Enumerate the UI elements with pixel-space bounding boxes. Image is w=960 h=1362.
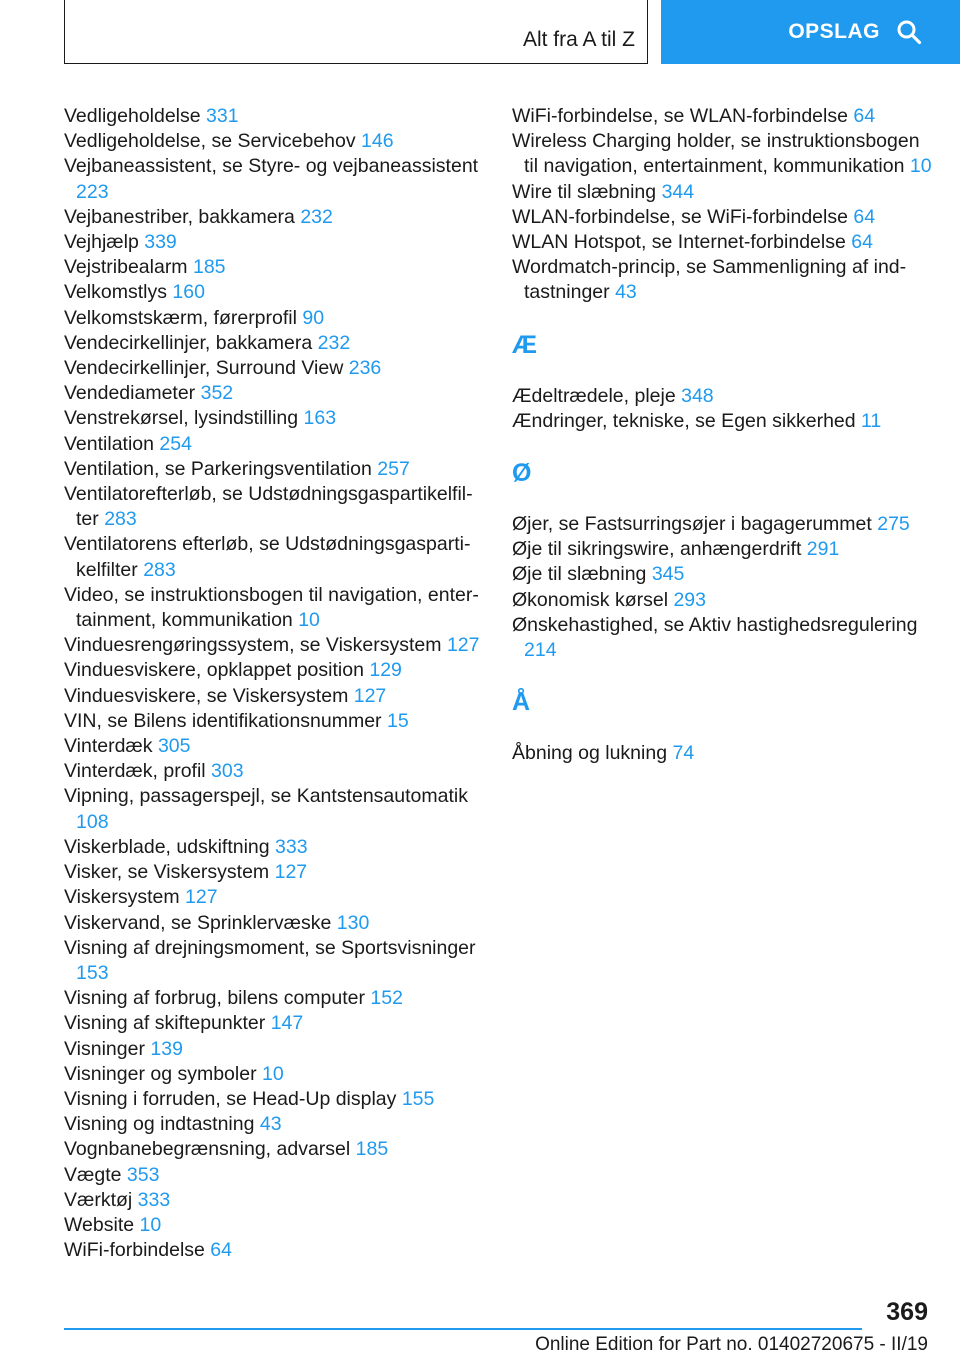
index-entry xyxy=(64,986,484,1011)
letter-heading-ae: Æ xyxy=(512,330,537,359)
entry-term: Vedligeholdelse, se Servicebehov xyxy=(64,130,356,153)
entry-term: Vipning, passagerspejl, se Kantstensautomatik xyxy=(64,785,468,808)
entry-term: Wordmatch-princip, se Sammenligning af indtastninger xyxy=(512,256,907,304)
page-link[interactable]: 11 xyxy=(861,409,882,432)
entry-term: Åbning og lukning xyxy=(512,742,668,765)
page-link[interactable]: 232 xyxy=(317,331,351,354)
entry-term: WLAN Hotspot, se Internet-forbindelse xyxy=(512,231,846,254)
index-entry xyxy=(64,1137,484,1162)
entry-term: Website xyxy=(64,1213,135,1236)
index-entry xyxy=(64,255,484,280)
page-link[interactable]: 333 xyxy=(137,1188,171,1211)
page-link[interactable]: 127 xyxy=(274,861,308,884)
entry-term: Vejbanestriber, bakkamera xyxy=(64,205,295,228)
page-link[interactable]: 129 xyxy=(369,659,402,682)
index-entry xyxy=(512,537,932,562)
page-link[interactable]: 127 xyxy=(353,684,387,707)
index-column-left xyxy=(64,104,484,1263)
index-entry xyxy=(64,1112,484,1137)
index-entry xyxy=(512,384,932,409)
page-link[interactable]: 64 xyxy=(853,205,876,228)
page-link[interactable]: 333 xyxy=(275,835,308,858)
page-link[interactable]: 10 xyxy=(139,1213,162,1236)
index-entry xyxy=(512,205,932,230)
entry-term: VIN, se Bilens identifikationsnummer xyxy=(64,709,382,732)
page-link[interactable]: 139 xyxy=(150,1037,183,1060)
index-entry xyxy=(64,658,484,683)
page-link[interactable]: 152 xyxy=(370,987,403,1010)
entry-term: Vinterdæk xyxy=(64,735,153,758)
entry-term: Ændringer, tekniske, se Egen sikkerhed xyxy=(512,409,856,432)
page-link[interactable]: 90 xyxy=(302,306,325,329)
page-link[interactable]: 10 xyxy=(298,609,320,632)
entry-term: Vinduesrengøringssystem, se Viskersystem xyxy=(64,634,442,657)
index-entry xyxy=(64,709,484,734)
page-link[interactable]: 339 xyxy=(144,231,177,254)
page-link[interactable]: 64 xyxy=(853,105,876,127)
page-link[interactable]: 10 xyxy=(909,155,932,178)
page-link[interactable]: 153 xyxy=(76,961,109,984)
entry-term: Visninger og symboler xyxy=(64,1062,257,1085)
search-icon xyxy=(896,19,922,45)
entry-term: Vendediameter xyxy=(64,382,196,405)
entry-term: Værktøj xyxy=(64,1188,133,1211)
entry-term: Vejbaneassistent, se Styre- og vejbaneassistent xyxy=(64,155,479,178)
entry-term: Vinterdæk, profil xyxy=(64,760,206,783)
index-entry xyxy=(512,180,932,205)
entry-term: WiFi-forbindelse, se WLAN-forbindelse xyxy=(512,105,848,127)
index-entry xyxy=(512,230,932,255)
index-entry xyxy=(64,684,484,709)
index-entry xyxy=(64,1213,484,1238)
entry-term: Øjer, se Fastsurringsøjer i bagagerummet xyxy=(512,513,872,536)
page-link[interactable]: 15 xyxy=(386,709,409,732)
index-entry xyxy=(64,129,484,154)
page-link[interactable]: 254 xyxy=(159,432,192,455)
page-link[interactable]: 232 xyxy=(300,205,333,228)
page-link[interactable]: 348 xyxy=(681,384,714,407)
page-link[interactable]: 291 xyxy=(806,538,840,561)
entry-term: Vendecirkellinjer, bakkamera xyxy=(64,331,313,354)
entry-term: Viskerblade, udskiftning xyxy=(64,835,270,858)
page-link[interactable]: 352 xyxy=(200,382,234,405)
page-link[interactable]: 74 xyxy=(672,742,695,765)
index-entry xyxy=(64,457,484,482)
entry-term: Ønskehastighed, se Aktiv hastighedsregulering xyxy=(512,613,918,636)
page-link[interactable]: 236 xyxy=(348,357,382,380)
page-link[interactable]: 331 xyxy=(206,105,239,127)
entry-term: Vejhjælp xyxy=(64,231,139,254)
index-entry xyxy=(64,381,484,406)
entry-term: Viskervand, se Sprinklervæske xyxy=(64,911,332,934)
index-entry xyxy=(512,588,932,613)
entry-term: Vognbanebegrænsning, advarsel xyxy=(64,1138,351,1161)
page-link[interactable]: 160 xyxy=(172,281,205,304)
entry-term: Vinduesviskere, opklappet position xyxy=(64,659,364,682)
index-entry xyxy=(64,1188,484,1213)
entry-term: Øje til sikringswire, anhængerdrift xyxy=(512,538,802,561)
index-entry xyxy=(64,1238,484,1263)
index-entry xyxy=(64,532,484,582)
page-link[interactable]: 155 xyxy=(401,1087,435,1110)
entry-term: Vendecirkellinjer, Surround View xyxy=(64,357,344,380)
index-entry xyxy=(64,356,484,381)
index-column-right xyxy=(512,104,932,766)
entry-term: Visker, se Viskersystem xyxy=(64,861,270,884)
page-link[interactable]: 275 xyxy=(877,513,910,536)
page-link[interactable]: 283 xyxy=(143,558,176,581)
index-entry xyxy=(64,306,484,331)
page-link[interactable]: 127 xyxy=(185,886,218,909)
index-entry xyxy=(512,562,932,587)
page-link[interactable]: 64 xyxy=(851,231,873,254)
index-entry xyxy=(64,230,484,255)
page-link[interactable]: 223 xyxy=(76,180,109,203)
index-entry xyxy=(512,255,932,305)
index-entry xyxy=(64,154,484,204)
index-entry xyxy=(64,1011,484,1036)
opslag-tab[interactable] xyxy=(661,0,960,64)
index-entry xyxy=(512,512,932,537)
index-entry xyxy=(64,104,484,129)
header-frame xyxy=(64,0,648,64)
entry-term: Økonomisk kørsel xyxy=(512,588,669,611)
page-link[interactable]: 147 xyxy=(270,1012,304,1035)
entry-term: WLAN-forbindelse, se WiFi-forbindelse xyxy=(512,205,848,228)
page-number: 369 xyxy=(886,1298,928,1326)
index-entry xyxy=(64,280,484,305)
index-entry xyxy=(64,936,484,986)
page-link[interactable]: 43 xyxy=(615,281,637,304)
index-entry xyxy=(64,331,484,356)
page-link[interactable]: 64 xyxy=(210,1239,232,1262)
entry-term: Velkomstlys xyxy=(64,281,167,304)
index-entry xyxy=(64,1062,484,1087)
index-entry xyxy=(512,613,932,663)
entry-term: Visning af forbrug, bilens computer xyxy=(64,987,365,1010)
index-entry xyxy=(64,633,484,658)
entry-term: Visning og indtastning xyxy=(64,1113,255,1136)
index-entry xyxy=(512,409,932,434)
page-link[interactable]: 146 xyxy=(361,130,394,153)
index-entry xyxy=(64,482,484,532)
index-entry xyxy=(64,583,484,633)
entry-term: Vægte xyxy=(64,1163,122,1186)
entry-term: Velkomstskærm, førerprofil xyxy=(64,306,297,329)
entry-term: Visning af skiftepunkter xyxy=(64,1012,266,1035)
page-link[interactable]: 303 xyxy=(211,760,244,783)
entry-term: Vinduesviskere, se Viskersystem xyxy=(64,684,349,707)
entry-term: Visning i forruden, se Head-Up display xyxy=(64,1087,397,1110)
entry-term: Video, se instruktionsbogen til navigation, entertainment, kommunikation xyxy=(64,583,479,632)
index-entry xyxy=(64,759,484,784)
index-entry xyxy=(64,835,484,860)
index-entry xyxy=(64,911,484,936)
index-entry xyxy=(512,129,932,179)
page-link[interactable]: 163 xyxy=(303,407,337,430)
entry-term: Visninger xyxy=(64,1037,145,1060)
footer-divider xyxy=(64,1328,862,1330)
entry-term: Ventilation xyxy=(64,432,154,455)
entry-term: Ventilatorefterløb, se Udstødningsgaspartikelfilter xyxy=(64,483,473,531)
edition-text: Online Edition for Part no. 01402720675 - II/19 xyxy=(535,1334,928,1355)
page-link[interactable]: 305 xyxy=(157,735,191,758)
entry-term: Visning af drejningsmoment, se Sportsvisninger xyxy=(64,936,476,959)
index-entry xyxy=(64,734,484,759)
entry-term: Wire til slæbning xyxy=(512,180,657,203)
entry-term: Vejstribealarm xyxy=(64,256,188,279)
index-entry xyxy=(64,1087,484,1112)
index-entry xyxy=(64,885,484,910)
page-link[interactable]: 108 xyxy=(76,810,109,833)
page-link[interactable]: 293 xyxy=(673,588,706,611)
page-link[interactable]: 185 xyxy=(355,1138,389,1161)
index-entry xyxy=(512,104,932,129)
page-link[interactable]: 130 xyxy=(336,911,370,934)
index-entry xyxy=(512,741,932,766)
index-entry xyxy=(64,1037,484,1062)
entry-term: Ventilatorens efterløb, se Udstødningsgaspartikelfilter xyxy=(64,533,471,581)
page-link[interactable]: 185 xyxy=(192,256,226,279)
entry-term: WiFi-forbindelse xyxy=(64,1239,205,1262)
entry-term: Ventilation, se Parkeringsventilation xyxy=(64,457,372,480)
index-entry xyxy=(64,432,484,457)
index-entry xyxy=(64,205,484,230)
page-link[interactable]: 345 xyxy=(651,563,685,586)
entry-term: Øje til slæbning xyxy=(512,563,647,586)
entry-term: Vedligeholdelse xyxy=(64,105,201,127)
page-link[interactable]: 353 xyxy=(126,1163,160,1186)
entry-term: Wireless Charging holder, se instruktionsbogen til navigation, entertainment, kommunikation xyxy=(512,130,920,178)
page-link[interactable]: 344 xyxy=(661,180,695,203)
entry-term: Venstrekørsel, lysindstilling xyxy=(64,407,299,430)
entry-term: Ædeltrædele, pleje xyxy=(512,384,676,407)
entry-term: Viskersystem xyxy=(64,886,180,909)
index-entry xyxy=(64,406,484,431)
letter-heading-oe: Ø xyxy=(512,459,532,488)
page-link[interactable]: 283 xyxy=(104,508,137,531)
opslag-label: OPSLAG xyxy=(788,20,880,43)
section-title: Alt fra A til Z xyxy=(522,28,635,51)
index-entry xyxy=(64,860,484,885)
page-link[interactable]: 257 xyxy=(377,457,410,480)
page-link[interactable]: 10 xyxy=(262,1062,284,1085)
page-link[interactable]: 43 xyxy=(259,1113,282,1136)
letter-heading-aa: Å xyxy=(512,688,531,717)
index-entry xyxy=(64,1163,484,1188)
page-link[interactable]: 127 xyxy=(446,634,480,657)
page-link[interactable]: 214 xyxy=(524,639,557,662)
index-entry xyxy=(64,784,484,834)
